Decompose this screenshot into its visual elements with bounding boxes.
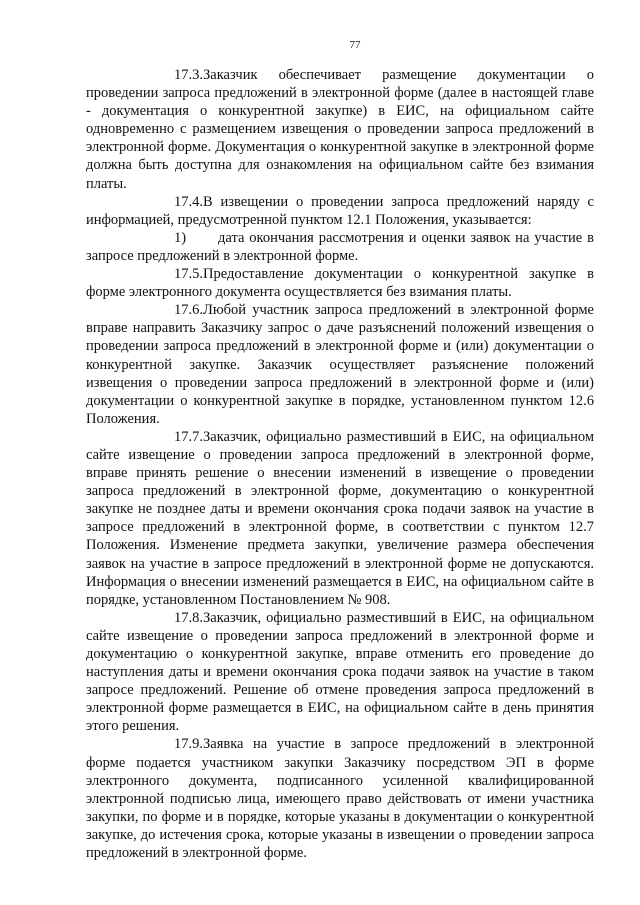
paragraph-number: 17.8.	[174, 609, 203, 626]
page-number: 77	[349, 39, 361, 51]
paragraph-number: 17.7.	[174, 428, 203, 445]
paragraph-17-3	[86, 66, 594, 193]
paragraph-text: дата окончания рассмотрения и оценки заявок на участие в запросе предложений в электронной форме.	[86, 229, 594, 264]
paragraph-text: Любой участник запроса предложений в электронной форме вправе направить Заказчику запрос о даче разъяснений положений извещения о проведении запроса предложений в электронной форме и (или) документации о конкурентной закупке. Заказчик осуществляет разъяснение положений извещения о проведении запроса предложений в электронной форме и (или) документации о конкурентной закупке в порядке, установленном пунктом 12.6 Положения.	[86, 302, 594, 427]
paragraph-text: Заявка на участие в запросе предложений в электронной форме подается участником закупки Заказчику посредством ЭП в форме электронного документа, подписанного усиленной квалифицированной электронной подписью лица, имеющего право действовать от имени участника закупки, по форме и в порядке, которые указаны в документации о конкурентной закупке, до истечения срока, которые указаны в извещении о проведении запроса предложений в электронной форме.	[86, 736, 594, 862]
paragraph-number: 17.6.	[174, 302, 203, 319]
paragraph-number: 1)	[174, 229, 187, 246]
paragraph-number: 17.5.	[174, 266, 203, 283]
paragraph-text: Заказчик, официально разместивший в ЕИС, на официальном сайте извещение о проведении запроса предложений в электронной форме и документацию о конкурентной закупке, вправе отменить его проведение до наступления даты и времени окончания срока подачи заявок на участие в таком запросе предложений. Решение об отмене проведения запроса предложений в электронной форме размещается в ЕИС, на официальном сайте в день принятия этого решения.	[86, 609, 594, 735]
paragraph-text: Заказчик, официально разместивший в ЕИС, на официальном сайте извещение о проведении запроса предложений в электронной форме, вправе принять решение о внесении изменений в извещение о проведении запроса предложений в электронной форме, документацию о конкурентной закупке не позднее даты и времени окончания срока подачи заявок на участие в запросе предложений в электронной форме, в соответствии с пунктом 12.7 Положения. Изменение предмета закупки, увеличение размера обеспечения заявок на участие в запросе предложений в электронной форме не допускаются. Информация о внесении изменений размещается в ЕИС, на официальном сайте в порядке, установленном Постановлением № 908.	[86, 428, 594, 608]
paragraph-17-6	[86, 301, 594, 428]
paragraph-number: 17.3.	[174, 67, 203, 83]
paragraph-item-1	[86, 229, 594, 265]
paragraph-17-8	[86, 609, 594, 736]
paragraph-17-5	[86, 265, 594, 301]
paragraph-text: Предоставление документации о конкурентной закупке в форме электронного документа осуществляется без взимания платы.	[86, 266, 594, 301]
paragraph-text: Заказчик обеспечивает размещение документации о проведении запроса предложений в электронной форме (далее в настоящей главе - документация о конкурентной закупке) в ЕИС, на официальном сайте одновременно с размещением извещения о проведении запроса предложений в электронной форме. Документация о конкурентной закупке в электронной форме должна быть доступна для ознакомления на официальном сайте без взимания платы.	[86, 67, 594, 192]
paragraph-17-7	[86, 428, 594, 609]
paragraph-17-4	[86, 193, 594, 229]
paragraph-number: 17.9.	[174, 736, 203, 753]
paragraph-17-9	[86, 735, 594, 862]
paragraph-number: 17.4.	[174, 193, 203, 210]
paragraph-text: В извещении о проведении запроса предложений наряду с информацией, предусмотренной пунктом 12.1 Положения, указывается:	[86, 193, 594, 228]
